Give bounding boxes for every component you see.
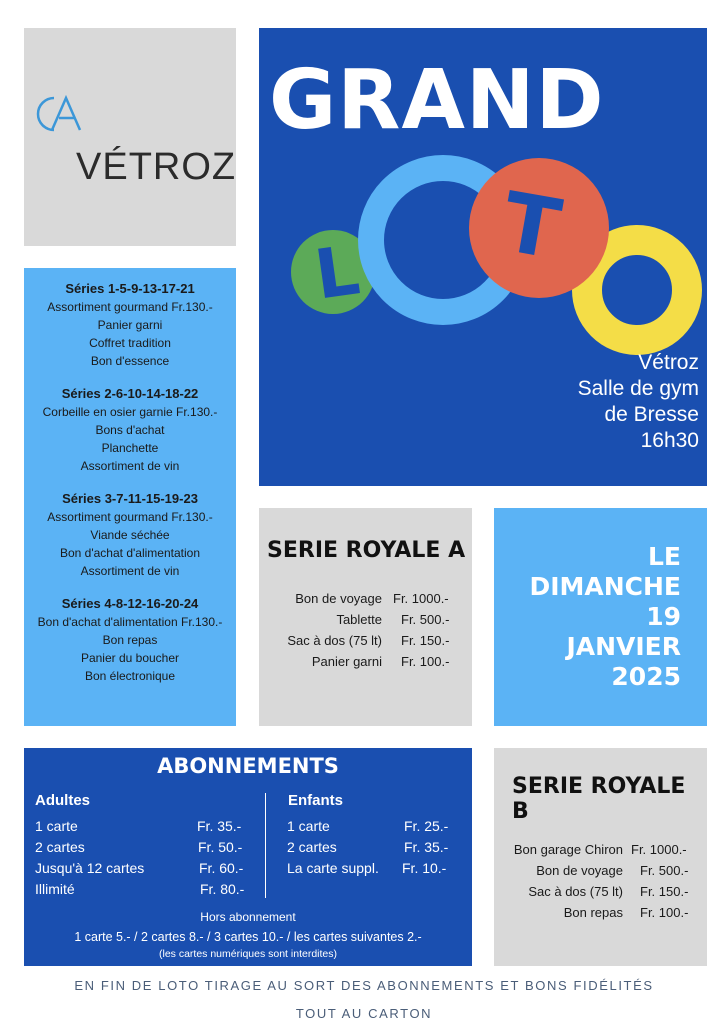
series-prize: Bon d'achat d'alimentation <box>59 546 200 560</box>
adult-price-value: Fr. 50.- <box>198 839 243 855</box>
hors-abonnement-note: (les cartes numériques sont interdites) <box>159 948 337 960</box>
series-prize: Bons d'achat <box>95 423 165 437</box>
royale-a-panel <box>259 508 472 726</box>
series-prize: Panier du boucher <box>80 651 180 665</box>
prize-value: Fr. 1000.- <box>631 842 687 857</box>
date-line: 2025 <box>611 662 681 691</box>
hors-abonnement-title: Hors abonnement <box>200 910 296 924</box>
prize-label: Bon garage Chiron <box>513 842 623 857</box>
child-price-label: La carte suppl. <box>287 860 379 876</box>
royale-b-panel <box>494 748 707 966</box>
children-heading: Enfants <box>288 792 344 809</box>
child-price-label: 2 cartes <box>287 839 337 855</box>
royale-a-title: SERIE ROYALE A <box>267 538 466 563</box>
prize-value: Fr. 1000.- <box>393 591 449 606</box>
prize-label: Sac à dos (75 lt) <box>287 633 382 648</box>
series-prize: Planchette <box>101 441 159 455</box>
footer-line-1: EN FIN DE LOTO TIRAGE AU SORT DES ABONNEMENTS ET BONS FIDÉLITÉS <box>74 978 654 993</box>
prize-label: Bon de voyage <box>295 591 382 606</box>
series-prize: Coffret tradition <box>89 336 171 350</box>
ca-logo-icon <box>28 90 88 140</box>
location-line: de Bresse <box>604 403 699 426</box>
series-panel <box>24 268 236 726</box>
prize-label: Panier garni <box>311 654 382 669</box>
prize-label: Bon de voyage <box>536 863 623 878</box>
hero-panel <box>259 28 707 486</box>
abonnements-title: ABONNEMENTS <box>157 754 339 778</box>
location-line: Vétroz <box>638 351 699 374</box>
event-time: 16h30 <box>640 429 699 452</box>
prize-value: Fr. 100.- <box>640 905 689 920</box>
child-price-value: Fr. 35.- <box>404 839 449 855</box>
royale-b-prize <box>494 902 707 923</box>
event-location <box>578 350 699 454</box>
series-prize: Panier garni <box>97 318 163 332</box>
date-line: 19 <box>646 602 681 631</box>
hors-abonnement-prices: 1 carte 5.- / 2 cartes 8.- / 3 cartes 10.- / les cartes suivantes 2.- <box>74 930 422 944</box>
royale-a-prize <box>259 609 472 630</box>
date-panel <box>494 508 707 726</box>
series-prize: Assortiment gourmand Fr.130.- <box>47 510 213 524</box>
adult-price-label: Illimité <box>35 881 75 897</box>
prize-value: Fr. 150.- <box>401 633 450 648</box>
logo-name: VÉTROZ <box>76 146 237 188</box>
adult-price-value: Fr. 80.- <box>200 881 245 897</box>
series-title: Séries 3-7-11-15-19-23 <box>62 491 198 506</box>
royale-b-prize <box>494 839 707 860</box>
royale-b-prize <box>494 881 707 902</box>
prize-value: Fr. 150.- <box>640 884 689 899</box>
series-prize: Assortiment gourmand Fr.130.- <box>47 300 213 314</box>
series-prize: Bon repas <box>102 633 158 647</box>
series-prize: Bon d'achat d'alimentation Fr.130.- <box>37 615 223 629</box>
adult-price-value: Fr. 60.- <box>199 860 244 876</box>
prize-value: Fr. 100.- <box>401 654 450 669</box>
series-prize: Bon électronique <box>84 669 176 683</box>
adult-price-value: Fr. 35.- <box>197 818 242 834</box>
ball-letter-t: T <box>495 174 568 279</box>
series-prize: Bon d'essence <box>90 354 170 368</box>
series-prize: Viande séchée <box>90 528 170 542</box>
series-prize: Corbeille en osier garnie Fr.130.- <box>42 405 218 419</box>
child-price-value: Fr. 10.- <box>402 860 447 876</box>
adults-heading: Adultes <box>35 792 91 809</box>
royale-a-prize <box>259 588 472 609</box>
series-title: Séries 4-8-12-16-20-24 <box>61 596 199 611</box>
series-prize: Assortiment de vin <box>80 564 180 578</box>
series-title: Séries 1-5-9-13-17-21 <box>65 281 195 296</box>
prize-label: Sac à dos (75 lt) <box>528 884 623 899</box>
location-line: Salle de gym <box>577 377 699 400</box>
logo-panel <box>24 28 236 246</box>
prize-value: Fr. 500.- <box>640 863 689 878</box>
abonnements-panel <box>24 748 472 966</box>
ball-letter-l: L <box>310 231 365 316</box>
date-line: JANVIER <box>566 632 681 661</box>
prize-label: Bon repas <box>563 905 623 920</box>
column-divider <box>265 793 266 898</box>
prize-label: Tablette <box>336 612 382 627</box>
series-title: Séries 2-6-10-14-18-22 <box>61 386 199 401</box>
royale-b-prize <box>494 860 707 881</box>
child-price-label: 1 carte <box>287 818 330 834</box>
royale-a-prize <box>259 651 472 672</box>
royale-b-title: SERIE ROYALE B <box>512 774 686 824</box>
series-group <box>24 280 236 370</box>
adult-price-label: 2 cartes <box>35 839 85 855</box>
series-group <box>24 385 236 475</box>
series-group <box>24 595 236 685</box>
event-date <box>529 542 681 692</box>
adult-price-label: Jusqu'à 12 cartes <box>35 860 145 876</box>
series-prize: Assortiment de vin <box>80 459 180 473</box>
prize-value: Fr. 500.- <box>401 612 450 627</box>
date-line: LE <box>647 542 681 571</box>
royale-a-prize <box>259 630 472 651</box>
footer-line-2: TOUT AU CARTON <box>295 1006 433 1021</box>
series-group <box>24 490 236 580</box>
adult-price-label: 1 carte <box>35 818 78 834</box>
hero-title: GRAND <box>269 53 605 148</box>
child-price-value: Fr. 25.- <box>404 818 449 834</box>
date-line: DIMANCHE <box>529 572 681 601</box>
